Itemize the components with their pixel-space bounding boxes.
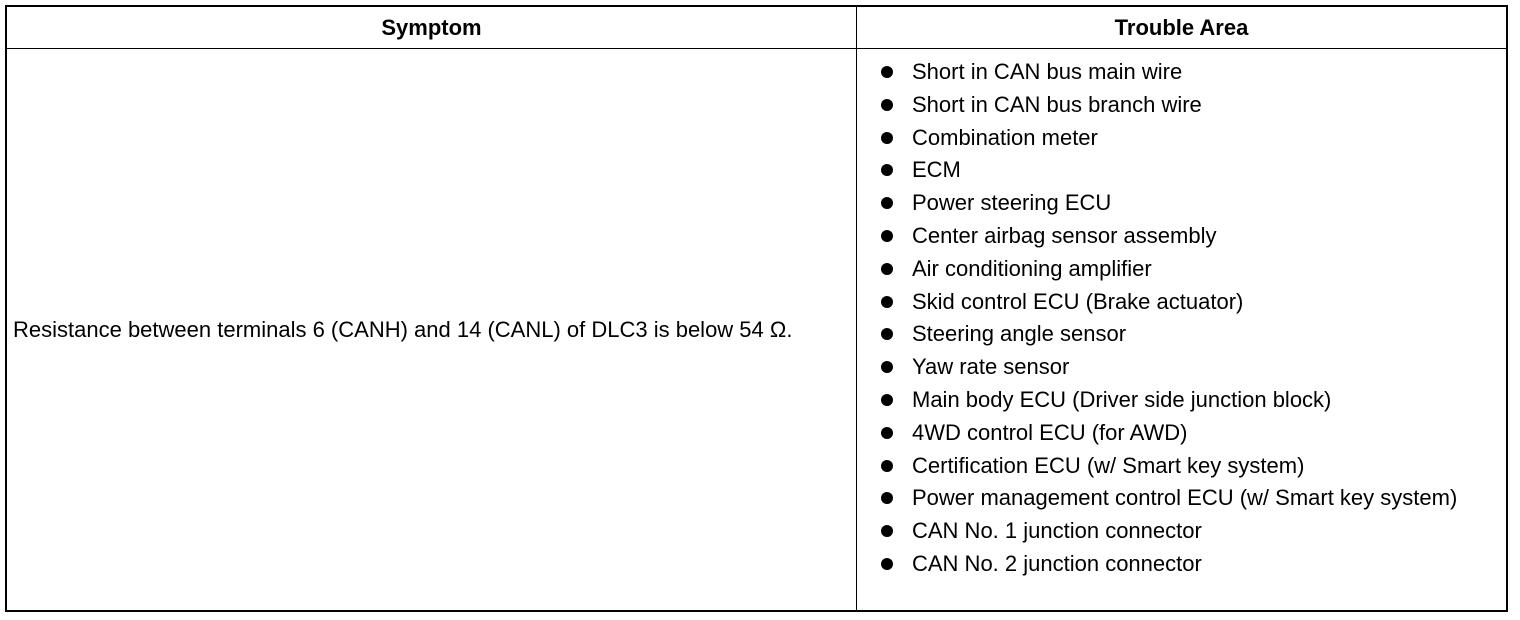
symptom-cell: [13, 49, 848, 610]
list-item: [857, 385, 1506, 416]
bullet-icon: [881, 525, 893, 537]
list-item: [857, 516, 1506, 547]
trouble-area-text: ECM: [912, 157, 961, 183]
bullet-icon: [881, 394, 893, 406]
list-item: [857, 123, 1506, 154]
bullet-icon: [881, 361, 893, 373]
bullet-icon: [881, 328, 893, 340]
list-item: [857, 549, 1506, 580]
trouble-area-text: Short in CAN bus main wire: [912, 59, 1183, 84]
bullet-icon: [881, 460, 893, 472]
trouble-area-text: Steering angle sensor: [912, 321, 1127, 347]
list-item: [857, 221, 1506, 252]
list-item: [857, 319, 1506, 350]
header-symptom: Symptom: [381, 15, 482, 40]
trouble-area-text: CAN No. 1 junction connector: [912, 518, 1202, 544]
trouble-area-text: Certification ECU (w/ Smart key system): [912, 452, 1305, 478]
list-item: [857, 418, 1506, 449]
bullet-icon: [881, 230, 893, 242]
trouble-area-text: Yaw rate sensor: [912, 354, 1070, 380]
bullet-icon: [881, 263, 893, 275]
trouble-area-text: 4WD control ECU (for AWD): [912, 419, 1188, 445]
trouble-area-text: Combination meter: [912, 124, 1098, 150]
bullet-icon: [881, 132, 893, 144]
list-item: [857, 188, 1506, 219]
bullet-icon: [881, 427, 893, 439]
bullet-icon: [881, 164, 893, 176]
trouble-area-text: Air conditioning amplifier: [912, 255, 1152, 281]
bullet-icon: [881, 99, 893, 111]
bullet-icon: [881, 492, 893, 504]
header-trouble-area: Trouble Area: [1114, 15, 1249, 40]
trouble-area-text: CAN No. 2 junction connector: [912, 550, 1202, 576]
bullet-icon: [881, 296, 893, 308]
trouble-table: [5, 5, 1508, 612]
trouble-area-text: Center airbag sensor assembly: [912, 222, 1217, 248]
list-item: [857, 287, 1506, 318]
list-item: [857, 451, 1506, 482]
list-item: [857, 90, 1506, 121]
trouble-area-text: Power management control ECU (w/ Smart key system): [912, 485, 1458, 511]
list-item: [857, 155, 1506, 186]
list-item: [857, 57, 1506, 88]
trouble-area-text: Main body ECU (Driver side junction block): [912, 386, 1332, 412]
trouble-area-list: [857, 57, 1506, 582]
bullet-icon: [881, 66, 893, 78]
list-item: [857, 483, 1506, 514]
bullet-icon: [881, 197, 893, 209]
bullet-icon: [881, 558, 893, 570]
symptom-text: Resistance between terminals 6 (CANH) and 14 (CANL) of DLC3 is below 54 Ω.: [13, 317, 793, 342]
list-item: [857, 352, 1506, 383]
trouble-area-text: Skid control ECU (Brake actuator): [912, 288, 1244, 314]
list-item: [857, 254, 1506, 285]
trouble-area-text: Power steering ECU: [912, 190, 1112, 216]
trouble-area-text: Short in CAN bus branch wire: [912, 91, 1202, 117]
